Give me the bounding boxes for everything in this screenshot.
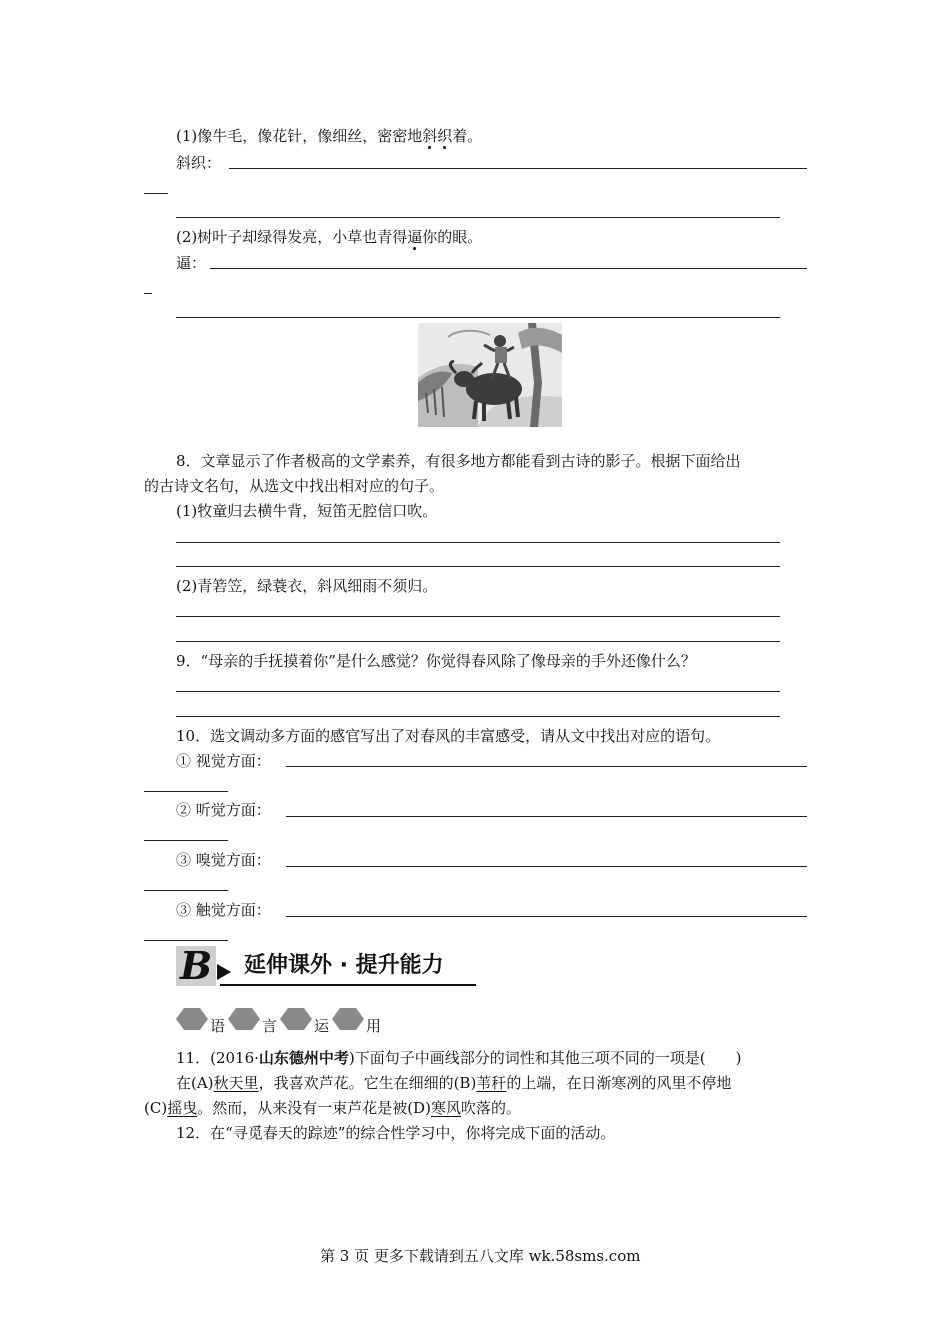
- q7-item2-post: 你的眼。: [422, 228, 483, 246]
- answer-line[interactable]: [176, 317, 780, 318]
- q8-stem-line2: 的古诗文名句，从选文中找出相对应的句子。: [144, 477, 445, 495]
- answer-line[interactable]: [176, 542, 780, 543]
- q8-item2: (2)青箬笠，绿蓑衣，斜风细雨不须归。: [176, 577, 438, 595]
- language-use-char: 运: [314, 1017, 330, 1035]
- answer-line[interactable]: [144, 193, 168, 194]
- answer-line[interactable]: [176, 217, 780, 218]
- q11-option-b: 苇秆: [476, 1074, 507, 1092]
- q10-label-touch: ③ 触觉方面：: [176, 901, 271, 919]
- q11-option-d: 寒风: [430, 1099, 461, 1117]
- language-use-char: 语: [210, 1017, 226, 1035]
- q11-option-a: 秋天里: [213, 1074, 259, 1092]
- q11-text: 在(A): [176, 1074, 214, 1092]
- q10-label-smell: ③ 嗅觉方面：: [176, 851, 271, 869]
- answer-line[interactable]: [229, 168, 807, 169]
- q10-label-auditory: ② 听觉方面：: [176, 801, 271, 819]
- section-b-letter: B: [176, 946, 216, 986]
- answer-line[interactable]: [286, 866, 807, 867]
- answer-line[interactable]: [144, 840, 228, 841]
- answer-line[interactable]: [176, 641, 780, 642]
- q7-item2-dot: 逼: [407, 228, 423, 246]
- language-use-char: 言: [262, 1017, 278, 1035]
- answer-line[interactable]: [176, 691, 780, 692]
- q11-text: 吹落的。: [460, 1099, 521, 1117]
- q11-pre: 11．(2016·: [176, 1049, 259, 1067]
- hexagon-icon: [332, 1008, 364, 1030]
- answer-line[interactable]: [286, 816, 807, 817]
- section-b-title: 延伸课外 · 提升能力: [244, 953, 444, 978]
- answer-line[interactable]: [176, 566, 780, 567]
- answer-line[interactable]: [144, 791, 228, 792]
- q7-label2: 逼：: [176, 254, 207, 272]
- answer-line[interactable]: [144, 293, 152, 294]
- q7-item1-post: 着。: [452, 127, 483, 145]
- answer-line[interactable]: [144, 890, 228, 891]
- answer-line[interactable]: [144, 940, 228, 941]
- q11-text: 。然而，从来没有一束芦花是被(D): [197, 1099, 431, 1117]
- answer-line[interactable]: [176, 616, 780, 617]
- boy-on-buffalo-illustration: [418, 323, 562, 427]
- q7-item2-pre: (2)树叶子却绿得发亮，小草也青得: [176, 228, 408, 246]
- q11-line3: [144, 1098, 521, 1118]
- q8-item1: (1)牧童归去横牛背，短笛无腔信口吹。: [176, 502, 438, 520]
- answer-line[interactable]: [176, 716, 780, 717]
- answer-line[interactable]: [286, 766, 807, 767]
- q11-text: 的上端，在日渐寒冽的风里不停地: [506, 1074, 732, 1092]
- q11-option-c: 摇曳: [167, 1099, 198, 1117]
- hexagon-icon: [228, 1008, 260, 1030]
- answer-line[interactable]: [210, 268, 807, 269]
- answer-line[interactable]: [286, 916, 807, 917]
- q7-label1: 斜织：: [176, 154, 222, 172]
- section-b-header: [176, 943, 476, 990]
- q7-item1: [176, 126, 482, 146]
- language-use-char: 用: [366, 1017, 382, 1035]
- q11-stem: [176, 1048, 741, 1068]
- q8-stem-line1: 8．文章显示了作者极高的文学素养，有很多地方都能看到古诗的影子。根据下面给出: [176, 452, 741, 470]
- q11-text: ，我喜欢芦花。它生在细细的(B): [258, 1074, 477, 1092]
- q11-line2: [176, 1073, 731, 1093]
- triangle-arrow-icon: [217, 964, 231, 980]
- q11-post: )下面句子中画线部分的词性和其他三项不同的一项是( ): [348, 1049, 742, 1067]
- q10-stem: 10．选文调动多方面的感官写出了对春风的丰富感受，请从文中找出对应的语句。: [176, 727, 721, 745]
- q7-item1-dot2: 织: [437, 127, 453, 145]
- q7-item2: [176, 227, 482, 247]
- q7-item1-pre: (1)像牛毛，像花针，像细丝，密密地: [176, 127, 423, 145]
- page-footer: 第 3 页 更多下载请到五八文库 wk.58sms.com: [320, 1247, 641, 1265]
- q11-source: 山东德州中考: [258, 1049, 349, 1067]
- hexagon-icon: [280, 1008, 312, 1030]
- q10-label-visual: ① 视觉方面：: [176, 752, 271, 770]
- q12-stem: 12．在“寻觅春天的踪迹”的综合性学习中，你将完成下面的活动。: [176, 1124, 616, 1142]
- q9-stem: 9．“母亲的手抚摸着你”是什么感觉？你觉得春风除了像母亲的手外还像什么？: [176, 652, 696, 670]
- section-divider: [220, 984, 476, 986]
- q7-item1-dot1: 斜: [422, 127, 438, 145]
- hexagon-icon: [176, 1008, 208, 1030]
- q11-text: (C): [144, 1099, 168, 1117]
